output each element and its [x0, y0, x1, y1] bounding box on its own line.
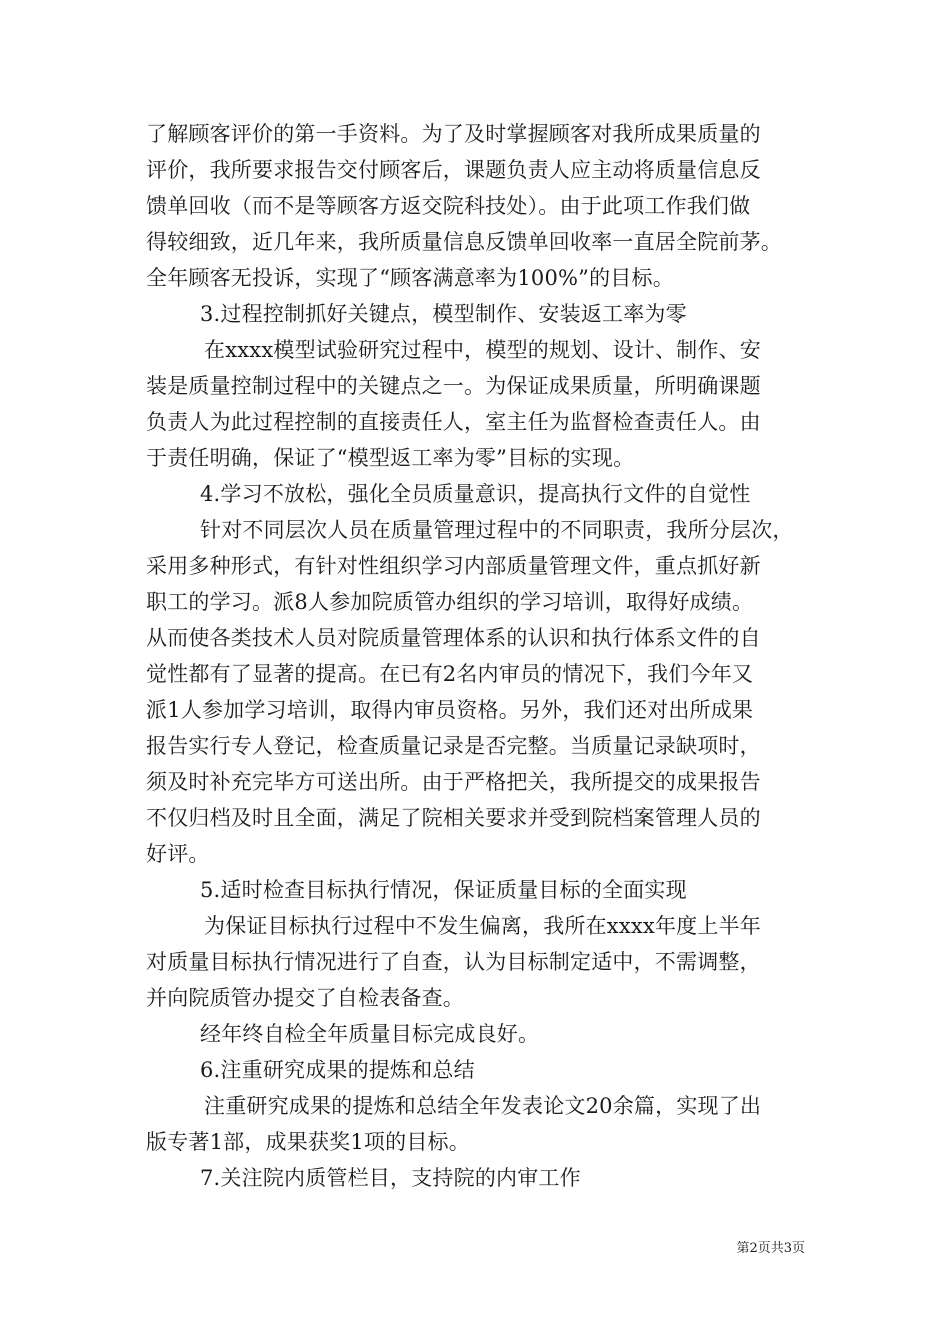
text-line: 在xxxx模型试验研究过程中，模型的规划、设计、制作、安 [204, 338, 761, 362]
section-heading-3: 3.过程控制抓好关键点，模型制作、安装返工率为零 [200, 302, 687, 326]
document-body [146, 116, 826, 1196]
section-heading-7: 7.关注院内质管栏目，支持院的内审工作 [200, 1166, 581, 1190]
text-line: 从而使各类技术人员对院质量管理体系的认识和执行体系文件的自 [146, 626, 761, 650]
text-line: 并向院质管办提交了自检表备查。 [146, 986, 464, 1010]
text-line: 职工的学习。派8人参加院质管办组织的学习培训，取得好成绩。 [146, 590, 754, 614]
text-line: 全年顾客无投诉，实现了“顾客满意率为100%”的目标。 [146, 266, 674, 290]
text-line: 得较细致，近几年来，我所质量信息反馈单回收率一直居全院前茅。 [146, 230, 782, 254]
section-heading-6: 6.注重研究成果的提炼和总结 [200, 1058, 475, 1082]
section-heading-5: 5.适时检查目标执行情况，保证质量目标的全面实现 [200, 878, 687, 902]
text-line: 好评。 [146, 842, 210, 866]
text-line: 为保证目标执行过程中不发生偏离，我所在xxxx年度上半年 [204, 914, 761, 938]
section-heading-4: 4.学习不放松，强化全员质量意识，提高执行文件的自觉性 [200, 482, 751, 506]
text-line: 针对不同层次人员在质量管理过程中的不同职责，我所分层次， [200, 518, 794, 542]
text-line: 派1人参加学习培训，取得内审员资格。另外，我们还对出所成果 [146, 698, 754, 722]
text-line: 负责人为此过程控制的直接责任人，室主任为监督检查责任人。由 [146, 410, 761, 434]
text-line: 不仅归档及时且全面，满足了院相关要求并受到院档案管理人员的 [146, 806, 761, 830]
text-line: 版专著1部，成果获奖1项的目标。 [146, 1130, 470, 1154]
page-number: 第2页共3页 [736, 1241, 805, 1256]
text-line: 于责任明确，保证了“模型返工率为零”目标的实现。 [146, 446, 635, 470]
text-line: 评价，我所要求报告交付顾客后，课题负责人应主动将质量信息反 [146, 158, 761, 182]
text-line: 对质量目标执行情况进行了自查，认为目标制定适中，不需调整， [146, 950, 761, 974]
text-line: 采用多种形式，有针对性组织学习内部质量管理文件，重点抓好新 [146, 554, 761, 578]
text-line: 须及时补充完毕方可送出所。由于严格把关，我所提交的成果报告 [146, 770, 761, 794]
text-line: 报告实行专人登记，检查质量记录是否完整。当质量记录缺项时， [146, 734, 761, 758]
text-line: 馈单回收（而不是等顾客方返交院科技处）。由于此项工作我们做 [146, 194, 751, 218]
text-line: 经年终自检全年质量目标完成良好。 [200, 1022, 540, 1046]
text-line: 装是质量控制过程中的关键点之一。为保证成果质量，所明确课题 [146, 374, 761, 398]
text-line: 觉性都有了显著的提高。在已有2名内审员的情况下，我们今年又 [146, 662, 754, 686]
text-line: 了解顾客评价的第一手资料。为了及时掌握顾客对我所成果质量的 [146, 122, 761, 146]
text-line: 注重研究成果的提炼和总结全年发表论文20余篇，实现了出 [204, 1094, 762, 1118]
